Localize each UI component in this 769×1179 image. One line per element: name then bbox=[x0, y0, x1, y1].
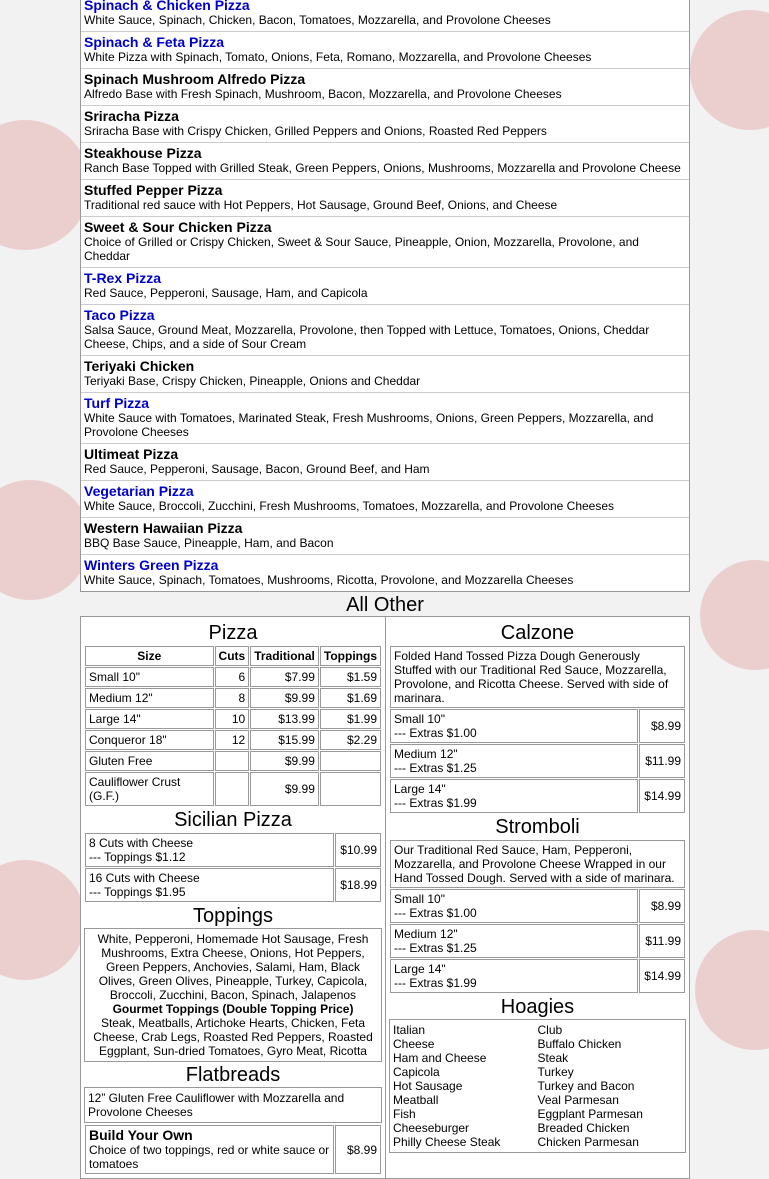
toppings-column-header: Toppings bbox=[320, 646, 381, 666]
traditional-price-cell: $13.99 bbox=[250, 709, 319, 729]
extras-label: --- Extras $1.00 bbox=[394, 906, 477, 920]
pizza-name: Teriyaki Chicken bbox=[84, 358, 195, 374]
pizza-name: Western Hawaiian Pizza bbox=[84, 520, 243, 536]
table-row bbox=[85, 730, 381, 750]
background-pizza-decoration bbox=[0, 860, 85, 980]
background-pizza-decoration bbox=[690, 10, 769, 130]
list-item bbox=[81, 480, 689, 517]
hoagie-item: Chicken Parmesan bbox=[537, 1135, 639, 1149]
size-label: 16 Cuts with Cheese bbox=[89, 871, 200, 885]
pizza-description: Ranch Base Topped with Grilled Steak, Green Peppers, Onions, Mushrooms, Mozzarella and Provolone Cheese bbox=[84, 161, 681, 175]
extras-label: --- Toppings $1.95 bbox=[89, 885, 186, 899]
list-item bbox=[81, 517, 689, 554]
price-cell: $8.99 bbox=[639, 889, 685, 923]
size-cell: Medium 12" bbox=[85, 688, 214, 708]
list-item bbox=[81, 355, 689, 392]
size-cell: Large 14" bbox=[85, 709, 214, 729]
list-item bbox=[81, 216, 689, 267]
size-label: Small 10" bbox=[394, 712, 445, 726]
pizza-name-link[interactable]: Vegetarian Pizza bbox=[84, 483, 194, 499]
list-item bbox=[81, 0, 689, 31]
cuts-column-header: Cuts bbox=[215, 646, 250, 666]
list-item bbox=[81, 304, 689, 355]
pizza-description: Alfredo Base with Fresh Spinach, Mushroom, Bacon, Mozzarella, and Provolone Cheeses bbox=[84, 87, 562, 101]
size-cell bbox=[390, 924, 638, 958]
size-label: Medium 12" bbox=[394, 927, 458, 941]
list-item bbox=[81, 179, 689, 216]
size-label: Large 14" bbox=[394, 962, 446, 976]
extras-label: --- Extras $1.25 bbox=[394, 941, 477, 955]
size-column-header: Size bbox=[85, 646, 214, 666]
build-your-own-desc: Choice of two toppings, red or white sauce or tomatoes bbox=[89, 1143, 330, 1171]
pizza-name: Steakhouse Pizza bbox=[84, 145, 202, 161]
table-row bbox=[85, 688, 381, 708]
stromboli-heading: Stromboli bbox=[495, 816, 580, 838]
pizza-name: Sriracha Pizza bbox=[84, 108, 179, 124]
background-pizza-decoration bbox=[0, 120, 90, 250]
size-cell bbox=[390, 744, 638, 778]
pizza-description: White Sauce with Tomatoes, Marinated Steak, Fresh Mushrooms, Onions, Green Peppers, Mozzarella, and Provolone Cheeses bbox=[84, 411, 654, 439]
pizza-description: Sriracha Base with Crispy Chicken, Grilled Peppers and Onions, Roasted Red Peppers bbox=[84, 124, 547, 138]
calzone-price-table bbox=[389, 645, 686, 814]
list-item bbox=[81, 105, 689, 142]
table-row bbox=[85, 709, 381, 729]
table-row bbox=[390, 709, 685, 743]
hoagie-item: Club bbox=[537, 1023, 563, 1037]
traditional-column-header: Traditional bbox=[250, 646, 319, 666]
table-row bbox=[390, 646, 685, 708]
price-cell: $11.99 bbox=[639, 924, 685, 958]
pizza-description: White Sauce, Spinach, Tomatoes, Mushrooms, Ricotta, Provolone, and Mozzarella Cheeses bbox=[84, 573, 574, 587]
price-cell: $14.99 bbox=[639, 959, 685, 993]
menu-page bbox=[80, 0, 690, 1179]
toppings-heading: Toppings bbox=[192, 905, 274, 927]
hoagie-item: Philly Cheese Steak bbox=[393, 1135, 501, 1149]
list-item bbox=[81, 267, 689, 304]
pizza-description: White Pizza with Spinach, Tomato, Onions, Feta, Romano, Mozzarella, and Provolone Cheeses bbox=[84, 50, 592, 64]
hoagie-item: Buffalo Chicken bbox=[537, 1037, 622, 1051]
hoagies-column-left bbox=[393, 1023, 538, 1149]
table-row bbox=[85, 667, 381, 687]
flatbreads-intro bbox=[84, 1087, 382, 1123]
cuts-cell: 6 bbox=[215, 667, 250, 687]
pizza-name-link[interactable]: Spinach & Feta Pizza bbox=[84, 34, 225, 50]
pizza-name-link[interactable]: Spinach & Chicken Pizza bbox=[84, 0, 250, 13]
size-cell: Gluten Free bbox=[85, 751, 214, 771]
traditional-price-cell: $7.99 bbox=[250, 667, 319, 687]
pizza-description: White Sauce, Broccoli, Zucchini, Fresh Mushrooms, Tomatoes, Mozzarella, and Provolone Cheeses bbox=[84, 499, 615, 513]
toppings-box bbox=[84, 928, 382, 1062]
hoagie-item: Steak bbox=[537, 1051, 569, 1065]
pizza-description: Red Sauce, Pepperoni, Sausage, Bacon, Ground Beef, and Ham bbox=[84, 462, 430, 476]
pizza-description: Salsa Sauce, Ground Meat, Mozzarella, Provolone, then Topped with Lettuce, Tomatoes, Onions, Cheddar Cheese, Chips, and a side of Sour Cream bbox=[84, 323, 650, 351]
price-cell: $8.99 bbox=[639, 709, 685, 743]
hoagie-item: Cheeseburger bbox=[393, 1121, 470, 1135]
all-other-heading: All Other bbox=[346, 594, 424, 616]
table-row bbox=[390, 744, 685, 778]
list-item bbox=[81, 31, 689, 68]
hoagies-list bbox=[389, 1019, 686, 1153]
pizza-description: Traditional red sauce with Hot Peppers, Hot Sausage, Ground Beef, Onions, and Cheese bbox=[84, 198, 558, 212]
pizza-table-header-row bbox=[85, 646, 381, 666]
table-row bbox=[85, 772, 381, 806]
sicilian-price-table bbox=[84, 832, 382, 903]
pizza-name-link[interactable]: Winters Green Pizza bbox=[84, 557, 219, 573]
right-column bbox=[386, 617, 689, 1178]
table-row bbox=[390, 924, 685, 958]
hoagie-item: Ham and Cheese bbox=[393, 1051, 487, 1065]
size-cell bbox=[85, 868, 334, 902]
extras-label: --- Toppings $1.12 bbox=[89, 850, 186, 864]
size-cell bbox=[390, 959, 638, 993]
flatbreads-price-table bbox=[84, 1124, 382, 1175]
topping-price-cell: $2.29 bbox=[320, 730, 381, 750]
hoagie-item: Veal Parmesan bbox=[537, 1093, 619, 1107]
build-your-own-price: $8.99 bbox=[335, 1125, 381, 1174]
pizza-heading: Pizza bbox=[208, 622, 258, 644]
all-other-section bbox=[80, 616, 690, 1179]
flatbreads-heading: Flatbreads bbox=[185, 1064, 281, 1086]
table-row bbox=[390, 779, 685, 813]
left-column bbox=[81, 617, 386, 1178]
hoagie-item: Meatball bbox=[393, 1093, 439, 1107]
cuts-cell: 10 bbox=[215, 709, 250, 729]
topping-price-cell: $1.59 bbox=[320, 667, 381, 687]
pizza-name-link[interactable]: Turf Pizza bbox=[84, 395, 150, 411]
extras-label: --- Extras $1.00 bbox=[394, 726, 477, 740]
hoagie-item: Eggplant Parmesan bbox=[537, 1107, 643, 1121]
size-cell bbox=[390, 779, 638, 813]
hoagies-heading: Hoagies bbox=[500, 996, 575, 1018]
size-cell bbox=[85, 833, 334, 867]
table-row bbox=[85, 751, 381, 771]
regular-toppings-list: White, Pepperoni, Homemade Hot Sausage, Fresh Mushrooms, Extra Cheese, Onions, Hot Peppers, Green Peppers, Anchovies, Salami, Ham, Black Olives, Green Olives, Pineapple, Turkey, Capicola, Broccoli, Zucchini, Bacon, Spinach, Jalapenos bbox=[97, 932, 369, 1002]
size-cell: Cauliflower Crust (G.F.) bbox=[85, 772, 214, 806]
pizza-description: White Sauce, Spinach, Chicken, Bacon, Tomatoes, Mozzarella, and Provolone Cheeses bbox=[84, 13, 551, 27]
background-pizza-decoration bbox=[695, 930, 769, 1050]
build-your-own-cell bbox=[85, 1125, 334, 1174]
table-row bbox=[390, 889, 685, 923]
table-row bbox=[390, 840, 685, 888]
stromboli-price-table bbox=[389, 839, 686, 994]
cuts-cell bbox=[215, 751, 250, 771]
list-item bbox=[81, 443, 689, 480]
pizza-description: Teriyaki Base, Crispy Chicken, Pineapple, Onions and Cheddar bbox=[84, 374, 421, 388]
traditional-price-cell: $9.99 bbox=[250, 772, 319, 806]
topping-price-cell: $1.69 bbox=[320, 688, 381, 708]
price-cell: $14.99 bbox=[639, 779, 685, 813]
size-label: Medium 12" bbox=[394, 747, 458, 761]
list-item bbox=[81, 392, 689, 443]
size-cell bbox=[390, 709, 638, 743]
pizza-description: Choice of Grilled or Crispy Chicken, Sweet & Sour Sauce, Pineapple, Onion, Mozzarella, Provolone, and Cheddar bbox=[84, 235, 639, 263]
extras-label: --- Extras $1.25 bbox=[394, 761, 477, 775]
pizza-name: Stuffed Pepper Pizza bbox=[84, 182, 223, 198]
cuts-cell: 8 bbox=[215, 688, 250, 708]
build-your-own-title: Build Your Own bbox=[89, 1127, 193, 1143]
pizza-name: Spinach Mushroom Alfredo Pizza bbox=[84, 71, 306, 87]
hoagies-column-right bbox=[538, 1023, 683, 1149]
extras-label: --- Extras $1.99 bbox=[394, 976, 477, 990]
topping-price-cell bbox=[320, 772, 381, 806]
pizza-name: Ultimeat Pizza bbox=[84, 446, 179, 462]
hoagie-item: Capicola bbox=[393, 1065, 440, 1079]
table-row bbox=[85, 868, 381, 902]
size-cell: Small 10" bbox=[85, 667, 214, 687]
gourmet-toppings-list: Steak, Meatballs, Artichoke Hearts, Chicken, Feta Cheese, Crab Legs, Roasted Red Peppers, Roasted Eggplant, Sun-dried Tomatoes, Gyro Meat, Ricotta bbox=[93, 1016, 373, 1058]
traditional-price-cell: $9.99 bbox=[250, 688, 319, 708]
size-cell: Conqueror 18" bbox=[85, 730, 214, 750]
extras-label: --- Extras $1.99 bbox=[394, 796, 477, 810]
list-item bbox=[81, 554, 689, 591]
table-row bbox=[85, 833, 381, 867]
price-cell: $10.99 bbox=[335, 833, 381, 867]
hoagie-item: Cheese bbox=[393, 1037, 435, 1051]
background-pizza-decoration bbox=[0, 480, 90, 600]
flatbreads-intro-text: 12” Gluten Free Cauliflower with Mozzarella and Provolone Cheeses bbox=[88, 1091, 345, 1119]
price-cell: $18.99 bbox=[335, 868, 381, 902]
cuts-cell: 12 bbox=[215, 730, 250, 750]
size-cell bbox=[390, 889, 638, 923]
hoagie-item: Breaded Chicken bbox=[537, 1121, 630, 1135]
pizza-description: Red Sauce, Pepperoni, Sausage, Ham, and Capicola bbox=[84, 286, 368, 300]
topping-price-cell: $1.99 bbox=[320, 709, 381, 729]
list-item bbox=[81, 142, 689, 179]
traditional-price-cell: $15.99 bbox=[250, 730, 319, 750]
hoagie-item: Fish bbox=[393, 1107, 416, 1121]
pizza-price-table bbox=[84, 645, 382, 807]
pizza-name-link[interactable]: Taco Pizza bbox=[84, 307, 155, 323]
stromboli-description: Our Traditional Red Sauce, Ham, Pepperoni, Mozzarella, and Provolone Cheese Wrapped in our Hand Tossed Dough. Served with a side of marinara. bbox=[390, 840, 685, 888]
size-label: 8 Cuts with Cheese bbox=[89, 836, 194, 850]
traditional-price-cell: $9.99 bbox=[250, 751, 319, 771]
table-row bbox=[85, 1125, 381, 1174]
background-pizza-decoration bbox=[700, 560, 769, 670]
cuts-cell bbox=[215, 772, 250, 806]
pizza-name-link[interactable]: T-Rex Pizza bbox=[84, 270, 162, 286]
hoagie-item: Turkey bbox=[537, 1065, 574, 1079]
sicilian-heading: Sicilian Pizza bbox=[174, 809, 292, 831]
topping-price-cell bbox=[320, 751, 381, 771]
hoagie-item: Italian bbox=[393, 1023, 426, 1037]
size-label: Large 14" bbox=[394, 782, 446, 796]
list-item bbox=[81, 68, 689, 105]
size-label: Small 10" bbox=[394, 892, 445, 906]
calzone-description: Folded Hand Tossed Pizza Dough Generously Stuffed with our Traditional Red Sauce, Mozzarella, Provolone, and Ricotta Cheese. Served with side of marinara. bbox=[390, 646, 685, 708]
pizza-description: BBQ Base Sauce, Pineapple, Ham, and Bacon bbox=[84, 536, 334, 550]
specialty-pizza-list bbox=[80, 0, 690, 592]
price-cell: $11.99 bbox=[639, 744, 685, 778]
calzone-heading: Calzone bbox=[500, 622, 575, 644]
gourmet-toppings-title: Gourmet Toppings (Double Topping Price) bbox=[112, 1002, 354, 1016]
hoagie-item: Hot Sausage bbox=[393, 1079, 463, 1093]
pizza-name: Sweet & Sour Chicken Pizza bbox=[84, 219, 272, 235]
table-row bbox=[390, 959, 685, 993]
hoagie-item: Turkey and Bacon bbox=[537, 1079, 635, 1093]
